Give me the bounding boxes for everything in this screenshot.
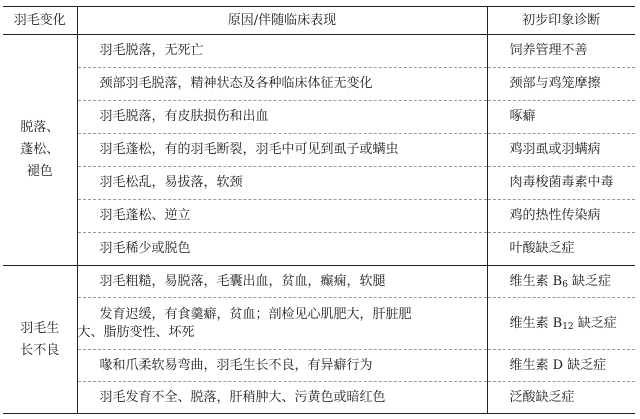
- table-row: [3, 101, 635, 134]
- table-row: [3, 200, 635, 233]
- cause-line: 大、脂肪变性、坏死: [77, 324, 195, 340]
- table-row: [3, 134, 635, 167]
- diagnosis-text: 缺乏症: [573, 315, 617, 331]
- diagnosis-cell: 鸡羽虱或羽螨病: [487, 134, 635, 167]
- table-row: [3, 298, 635, 350]
- table-row: [3, 266, 635, 298]
- cause-cell: 羽毛脱落，无死亡: [77, 35, 487, 68]
- header-row: [3, 7, 635, 35]
- diagnosis-cell: 肉毒梭菌毒素中毒: [487, 167, 635, 200]
- diagnosis-text: 缺乏症: [567, 273, 612, 289]
- cause-cell: 羽毛粗糙，易脱落，毛囊出血，贫血，癫痫，软腿: [77, 266, 487, 298]
- cause-cell: 羽毛脱落，有皮肤损伤和出血: [77, 101, 487, 134]
- cause-cell: 羽毛蓬松，有的羽毛断裂，羽毛中可见到虱子或螨虫: [77, 134, 487, 167]
- cause-cell: 羽毛松乱，易拔落，软颈: [77, 167, 487, 200]
- table-row: [3, 233, 635, 266]
- diagnosis-text: 维生素 B: [509, 273, 563, 289]
- header-diagnosis: 初步印象诊断: [487, 7, 635, 35]
- category-poor-growth: [3, 266, 77, 414]
- header-cause: 原因/伴随临床表现: [77, 7, 487, 35]
- diagnosis-subscript: 12: [562, 321, 574, 332]
- cause-cell: [77, 298, 487, 350]
- cause-cell: 颈部羽毛脱落，精神状态及各种临床体征无变化: [77, 68, 487, 101]
- diagnosis-cell: 泛酸缺乏症: [487, 382, 635, 414]
- header-feather-change: 羽毛变化: [3, 7, 77, 35]
- diagnosis-cell: 饲养管理不善: [487, 35, 635, 68]
- cause-cell: 喙和爪柔软易弯曲，羽毛生长不良，有异癖行为: [77, 350, 487, 382]
- cause-line: 发育迟缓，有食羹癖，贫血；剖检见心肌肥大，肝脏肥: [99, 306, 412, 322]
- diagnosis-cell: 叶酸缺乏症: [487, 233, 635, 266]
- category-shedding: [3, 35, 77, 266]
- cause-cell: 羽毛蓬松、逆立: [77, 200, 487, 233]
- diagnosis-subscript: 6: [562, 279, 568, 290]
- diagnosis-cell: [487, 298, 635, 350]
- table-row: [3, 68, 635, 101]
- diagnosis-text: 维生素 B: [509, 315, 563, 331]
- category-label: 脱落、 蓬松、 褪色: [20, 120, 60, 179]
- diagnosis-cell: [487, 266, 635, 298]
- cause-cell: 羽毛稀少或脱色: [77, 233, 487, 266]
- cause-cell: 羽毛发育不全、脱落，肝稍肿大、污黄色或暗红色: [77, 382, 487, 414]
- diagnosis-cell: 维生素 D 缺乏症: [487, 350, 635, 382]
- feather-diagnosis-table: [3, 6, 635, 414]
- diagnosis-cell: 颈部与鸡笼摩擦: [487, 68, 635, 101]
- diagnosis-cell: 鸡的热性传染病: [487, 200, 635, 233]
- table-row: [3, 167, 635, 200]
- table-row: [3, 35, 635, 68]
- table-row: [3, 382, 635, 414]
- category-label: 羽毛生 长不良: [20, 320, 60, 358]
- diagnosis-cell: 啄癖: [487, 101, 635, 134]
- table-row: [3, 350, 635, 382]
